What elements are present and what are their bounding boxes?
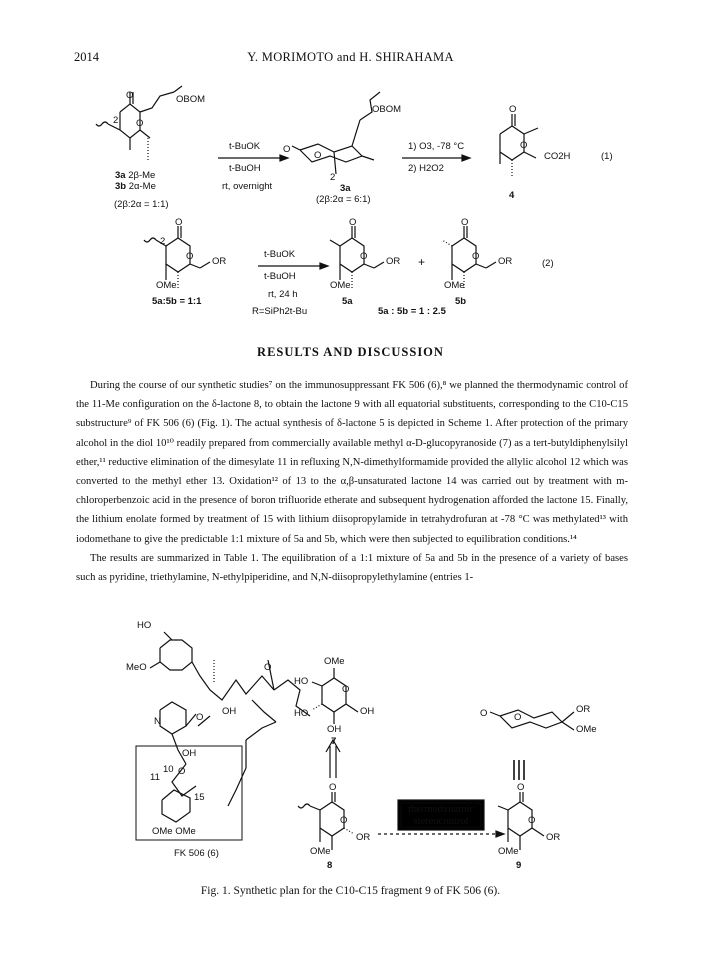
fk-label-11: 11: [150, 772, 160, 783]
stereocontrol-box-label: thermodynamic stereocontrol: [408, 804, 474, 827]
l9-ome: OMe: [498, 846, 519, 857]
eq2-sm-ome: OMe: [156, 280, 177, 291]
eq1-final-carbonyl-O: O: [509, 104, 517, 115]
eq1-reagent-bottom: t-BuOH: [229, 163, 261, 174]
eq1-sm-pos2: 2: [113, 115, 119, 126]
eq1-step2-bottom: 2) H2O2: [408, 163, 444, 174]
fk-ring-O: O: [178, 766, 186, 777]
eq1-3a-name: 3a: [115, 170, 126, 181]
paragraph-2: The results are summarized in Table 1. The equilibration of a 1:1 mixture of 5a and 5b in the presence of a variety of bases such as pyridine, triethylamine, N-ethylpiperidine, and N,N-diisopropylethylamine (entries 1-: [76, 552, 628, 584]
eq2-reagent-cond: rt, 24 h: [268, 289, 298, 300]
eq2-reagent-mid: t-BuOH: [264, 271, 296, 282]
eq2-sm-ring-O: O: [186, 251, 194, 262]
eq2-sm-or: OR: [212, 256, 227, 267]
eq2-5b-name: 5b: [455, 296, 467, 307]
l8-carbonyl-O: O: [329, 782, 337, 793]
glc-oh-1: OH: [360, 706, 375, 717]
eq2-sm-carbonyl-O: O: [175, 217, 183, 228]
eq1-sm-ratio: (2β:2α = 1:1): [114, 199, 169, 210]
paragraph-1: During the course of our synthetic studies⁷ on the immunosuppressant FK 506 (6),⁸ we planned the thermodynamic control of the 11-Me configuration on the δ-lactone 8, to obtain the lactone 9 with all equatorial substituents, corresponding to the C10-C15 substructure⁹ of FK 506 (6) (Fig. 1). The actual synthesis of δ-lactone 5 is depicted in Scheme 1. After protection of the primary alcohol in the diol 10¹⁰ readily prepared from commercially available methyl α-D-glucopyranoside (7) as a tert-butyldiphenylsilyl ether,¹¹ reductive elimination of the dimesylate 11 in refluxing N,N-dimethylformamide provided the allylic alcohol 12 which was converted to the methyl ether 13. Oxidation¹² of 13 to the α,β-unsaturated lactone 14 was carried out by treatment with m-chloroperbenzoic acid in the presence of boron trifluoride etherate and subsequent hydrogenation afforded the lactone 15. Finally, the lithium enolate formed by treatment of 15 with lithium diisopropylamide in tetrahydrofuran at -78 °C was methylated¹³ with iodomethane to give the predictable 1:1 mixture of 5a and 5b, which were then subjected to equilibration conditions.¹⁴: [76, 380, 628, 545]
eq1-reagent-cond: rt, overnight: [222, 181, 273, 192]
fk-label-10: 10: [163, 764, 174, 775]
running-title: Y. MORIMOTO and H. SHIRAHAMA: [247, 50, 454, 64]
glc-ome: OMe: [324, 656, 345, 667]
eq1-3a-desc: 2β-Me: [128, 170, 156, 181]
fk-carbonyl-O-a: O: [264, 662, 272, 673]
l8-ring-O: O: [340, 815, 348, 826]
eq1-prod-O: O: [283, 144, 291, 155]
chair-carbonyl-O: O: [480, 708, 488, 719]
fk-ho: HO: [137, 620, 152, 631]
l9-or: OR: [546, 832, 561, 843]
eq2-5b-ome: OMe: [444, 280, 465, 291]
fk-ome: OMe OMe: [152, 826, 196, 837]
fk-name: FK 506 (6): [174, 848, 219, 859]
eq2-5a-name: 5a: [342, 296, 353, 307]
eq1-prod-obom: OBOM: [372, 104, 402, 115]
section-heading: RESULTS AND DISCUSSION: [257, 345, 444, 359]
eq1-prod-name: 3a: [340, 183, 351, 194]
fk-carbonyl-O-b: O: [196, 712, 204, 723]
eq2-reagent-top: t-BuOK: [264, 249, 296, 260]
l8-ome: OMe: [310, 846, 331, 857]
glc-ho-2: HO: [294, 708, 309, 719]
eq2-number: (2): [542, 258, 554, 269]
eq2-sm-pos2: 2: [160, 236, 166, 247]
eq2-5a-ring-O: O: [360, 251, 368, 262]
chair-ome: OMe: [576, 724, 597, 735]
eq2-5a-ome: OMe: [330, 280, 351, 291]
glc-oh-2: OH: [327, 724, 342, 735]
eq1-3b-name: 3b: [115, 181, 127, 192]
l8-or: OR: [356, 832, 371, 843]
eq1-step2-top: 1) O3, -78 °C: [408, 141, 465, 152]
eq2-5a-carbonyl-O: O: [349, 217, 357, 228]
glc-name: 7: [331, 736, 337, 747]
eq1-number: (1): [601, 151, 613, 162]
eq2-5b-or: OR: [498, 256, 513, 267]
l9-carbonyl-O: O: [517, 782, 525, 793]
fk-oh-a: OH: [222, 706, 237, 717]
eq2-5b-ring-O: O: [472, 251, 480, 262]
eq2-5b-carbonyl-O: O: [461, 217, 469, 228]
eq2-5a-or: OR: [386, 256, 401, 267]
eq1-3b-desc: 2α-Me: [128, 181, 156, 192]
page-number: 2014: [74, 50, 99, 64]
eq2-ratio: 5a : 5b = 1 : 2.5: [378, 306, 446, 317]
chair-ring-O: O: [514, 712, 522, 723]
l8-name: 8: [327, 860, 333, 871]
eq2-plus: +: [418, 255, 426, 269]
eq1-prod-ratio: (2β:2α = 6:1): [316, 194, 371, 205]
glc-ring-O: O: [342, 684, 350, 695]
fk-meo: MeO: [126, 662, 147, 673]
eq1-final-name: 4: [509, 190, 515, 201]
glc-ho-1: HO: [294, 676, 309, 687]
l9-name: 9: [516, 860, 522, 871]
eq1-reagent-top: t-BuOK: [229, 141, 261, 152]
figure-caption: Fig. 1. Synthetic plan for the C10-C15 fragment 9 of FK 506 (6).: [200, 885, 501, 897]
fk-oh-b: OH: [182, 748, 197, 759]
eq1-prod-O2: O: [314, 150, 322, 161]
chair-or: OR: [576, 704, 591, 715]
eq1-sm-ring-O: O: [136, 118, 144, 129]
fk-N: N: [154, 716, 161, 727]
eq1-sm-obom: OBOM: [176, 94, 206, 105]
eq1-prod-pos2: 2: [330, 172, 336, 183]
eq2-sm-ratio: 5a:5b = 1:1: [152, 296, 202, 307]
fk-label-15: 15: [194, 792, 205, 803]
l9-ring-O: O: [528, 815, 536, 826]
eq1-final-acid: CO2H: [544, 151, 571, 162]
eq1-final-ring-O: O: [520, 140, 528, 151]
eq1-sm-carbonyl-O: O: [126, 90, 134, 101]
eq2-reagent-r: R=SiPh2t-Bu: [252, 306, 308, 317]
